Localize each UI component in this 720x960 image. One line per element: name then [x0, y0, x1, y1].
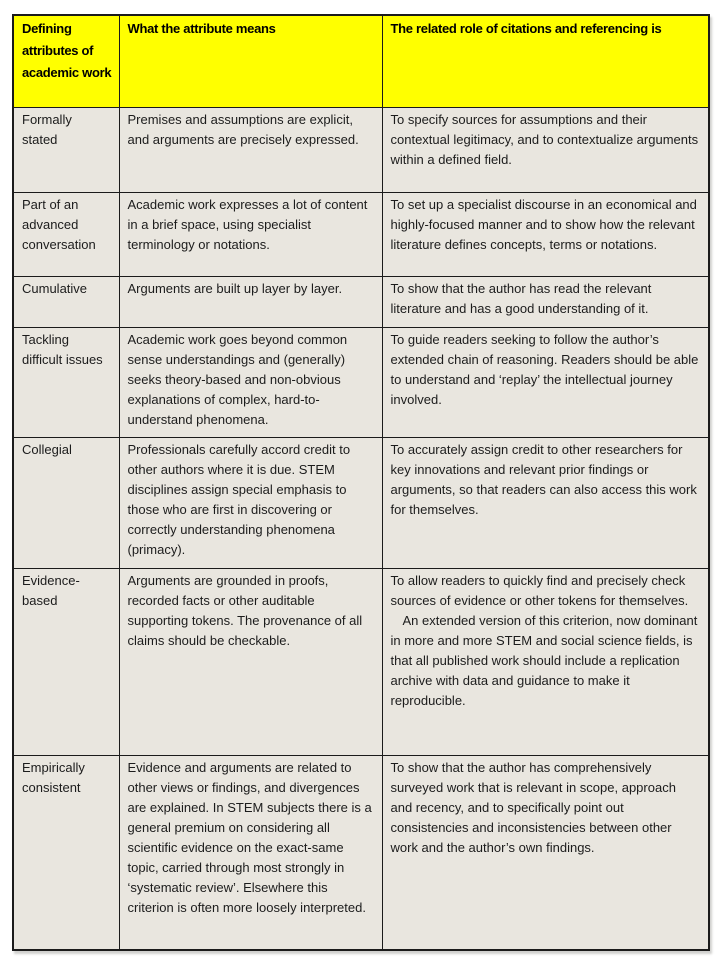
role-text: To show that the author has read the relevant literature and has a good understanding of it.: [390, 280, 652, 316]
role-text-extended: An extended version of this criterion, now dominant in more and more STEM and social science fields, is that all published work should include a replication archive with data and guidance to make it reproducible.: [390, 612, 698, 708]
meaning-cell: [119, 276, 382, 327]
role-cell: [382, 276, 709, 327]
attribute-cell: [13, 327, 119, 437]
role-text: To set up a specialist discourse in an economical and highly-focused manner and to show how the relevant literature defines concepts, terms or notations.: [390, 196, 697, 252]
role-cell: [382, 192, 709, 276]
role-text: To allow readers to quickly find and precisely check sources of evidence or other tokens for themselves.: [390, 572, 689, 608]
attribute-label: Part of an advanced conversation: [22, 196, 96, 252]
attributes-table: [12, 14, 710, 951]
meaning-cell: [119, 437, 382, 568]
table-row: [13, 192, 709, 276]
column-header-defining-attributes: Defining attributes of academic work: [13, 15, 119, 107]
attribute-label: Collegial: [22, 441, 72, 457]
meaning-cell: [119, 192, 382, 276]
meaning-text: Arguments are grounded in proofs, recorded facts or other auditable supporting tokens. The provenance of all claims should be checkable.: [127, 572, 363, 648]
meaning-cell: [119, 327, 382, 437]
meaning-text: Professionals carefully accord credit to other authors where it is due. STEM disciplines assign special emphasis to those who are first in discovering or correctly understanding phenomena (primacy).: [127, 441, 351, 557]
role-cell: [382, 437, 709, 568]
column-header-attribute-means: What the attribute means: [119, 15, 382, 107]
meaning-text: Premises and assumptions are explicit, and arguments are precisely expressed.: [127, 111, 359, 147]
role-cell: [382, 755, 709, 950]
meaning-text: Evidence and arguments are related to other views or findings, and divergences are explained. In STEM subjects there is a general premium on considering all scientific evidence on the exact-same topic, carried through most strongly in ‘systematic review’. Elsewhere this criterion is often more loosely interpreted.: [127, 759, 372, 915]
table-row: [13, 437, 709, 568]
attribute-cell: [13, 755, 119, 950]
column-header-citations-role: The related role of citations and referencing is: [382, 15, 709, 107]
table-row: [13, 327, 709, 437]
meaning-cell: [119, 755, 382, 950]
attribute-label: Empirically consistent: [22, 759, 85, 795]
table-row: [13, 568, 709, 755]
meaning-text: Academic work expresses a lot of content in a brief space, using specialist terminology or notations.: [127, 196, 368, 252]
meaning-text: Academic work goes beyond common sense understandings and (generally) seeks theory-based and non-obvious explanations of complex, hard-to-understand phenomena.: [127, 331, 348, 427]
meaning-text: Arguments are built up layer by layer.: [127, 280, 343, 296]
attribute-label: Cumulative: [22, 280, 88, 296]
attribute-cell: [13, 107, 119, 192]
attribute-label: Tackling difficult issues: [22, 331, 103, 367]
attribute-cell: [13, 437, 119, 568]
meaning-cell: [119, 568, 382, 755]
attribute-label: Evidence-based: [22, 572, 80, 608]
role-text: To specify sources for assumptions and their contextual legitimacy, and to contextualize arguments within a defined field.: [390, 111, 699, 167]
attribute-label: Formally stated: [22, 111, 72, 147]
role-cell: [382, 568, 709, 755]
role-text: To show that the author has comprehensively surveyed work that is relevant in scope, approach and recency, and to specifically point out consistencies and inconsistencies between other work and the author’s own findings.: [390, 759, 676, 855]
attribute-cell: [13, 568, 119, 755]
role-cell: [382, 107, 709, 192]
role-text: To guide readers seeking to follow the author’s extended chain of reasoning. Readers should be able to understand and ‘replay’ the intellectual journey involved.: [390, 331, 699, 407]
role-cell: [382, 327, 709, 437]
table-row: [13, 276, 709, 327]
header-row: [13, 15, 709, 107]
table-row: [13, 107, 709, 192]
attribute-cell: [13, 192, 119, 276]
role-text: To accurately assign credit to other researchers for key innovations and relevant prior findings or arguments, so that readers can also access this work for themselves.: [390, 441, 697, 517]
table-row: [13, 755, 709, 950]
table-container: [12, 14, 708, 951]
meaning-cell: [119, 107, 382, 192]
attribute-cell: [13, 276, 119, 327]
